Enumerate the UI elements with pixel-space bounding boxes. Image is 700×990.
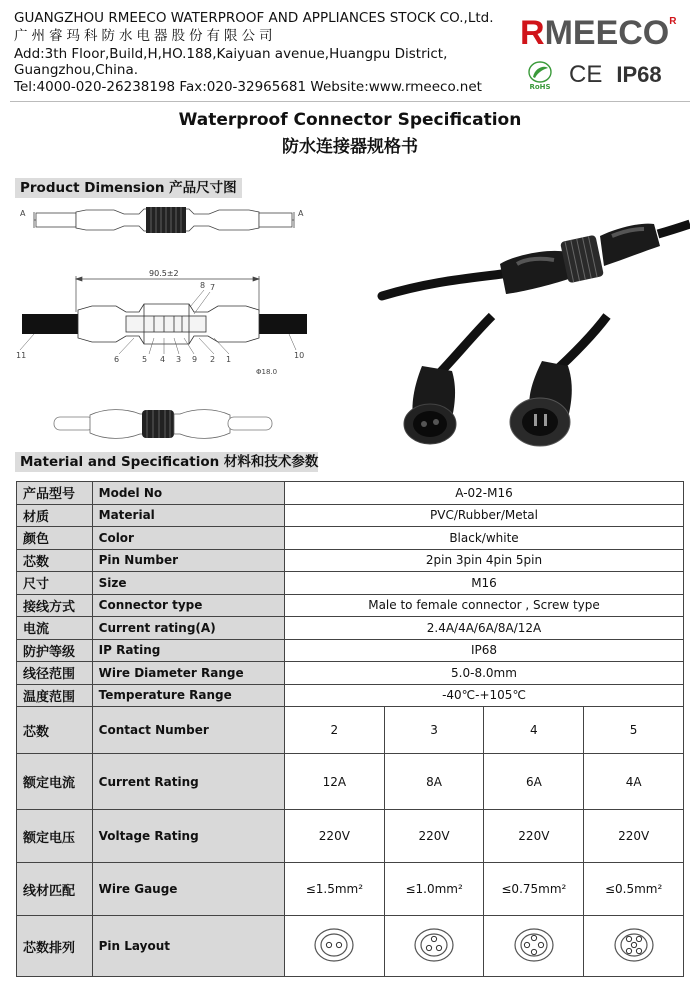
spec-value: A-02-M16 <box>285 482 684 505</box>
company-address-1: Add:3th Floor,Build,H,HO.188,Kaiyuan avenue,Huangpu District, <box>14 46 448 62</box>
spec-value: Black/white <box>285 527 684 550</box>
detail-value: 4A <box>584 754 684 810</box>
product-photo <box>372 186 690 450</box>
detail-row <box>17 707 684 754</box>
spec-value: 5.0-8.0mm <box>285 662 684 685</box>
callout-3: 3 <box>176 355 182 364</box>
dimension-drawing-3d <box>50 402 280 446</box>
ip68-mark: IP68 <box>616 62 662 87</box>
callout-4: 4 <box>160 355 166 364</box>
detail-value: ≤0.5mm² <box>584 863 684 916</box>
rohs-label: RoHS <box>529 83 551 91</box>
detail-value: 8A <box>384 754 484 810</box>
pin-layout-2-icon <box>312 927 356 963</box>
detail-label-en: Wire Gauge <box>92 863 284 916</box>
header-divider <box>10 101 690 102</box>
spec-label-cn: 材质 <box>17 504 93 527</box>
pin-layout-4-icon <box>512 927 556 963</box>
company-name-en: GUANGZHOU RMEECO WATERPROOF AND APPLIANCES STOCK CO.,Ltd. <box>14 10 494 26</box>
detail-value: ≤0.75mm² <box>484 863 584 916</box>
dimension-drawing-top <box>14 200 314 240</box>
spec-label-en: Pin Number <box>92 549 284 572</box>
logo-registered-mark: R <box>669 16 677 27</box>
section-product-dimension: Product Dimension 产品尺寸图 <box>15 178 242 198</box>
spec-label-en: Current rating(A) <box>92 617 284 640</box>
detail-value: 6A <box>484 754 584 810</box>
callout-2: 2 <box>210 355 216 364</box>
detail-label-cn: 芯数排列 <box>17 916 93 977</box>
spec-row <box>17 662 684 685</box>
spec-value: -40℃-+105℃ <box>285 684 684 707</box>
callout-10: 10 <box>294 351 305 360</box>
section-material-spec: Material and Specification 材料和技术参数 <box>15 452 318 472</box>
callout-5: 5 <box>142 355 148 364</box>
company-contact: Tel:4000-020-26238198 Fax:020-32965681 Website:www.rmeeco.net <box>14 79 482 95</box>
detail-row <box>17 754 684 810</box>
spec-row <box>17 527 684 550</box>
detail-value: 220V <box>285 810 385 863</box>
spec-value: PVC/Rubber/Metal <box>285 504 684 527</box>
detail-value: 220V <box>484 810 584 863</box>
spec-row <box>17 617 684 640</box>
logo-rest: MEECO <box>544 14 670 52</box>
detail-value: 2 <box>285 707 385 754</box>
spec-row <box>17 572 684 595</box>
callout-6: 6 <box>114 355 120 364</box>
detail-value: 12A <box>285 754 385 810</box>
rmeeco-logo <box>520 14 676 53</box>
spec-row <box>17 639 684 662</box>
spec-value: 2.4A/4A/6A/8A/12A <box>285 617 684 640</box>
detail-label-cn: 额定电压 <box>17 810 93 863</box>
callout-1: 1 <box>226 355 232 364</box>
detail-row <box>17 810 684 863</box>
length-dimension: 90.5±2 <box>149 269 179 278</box>
callout-8: 8 <box>200 281 206 290</box>
detail-value: 5 <box>584 707 684 754</box>
spec-value: IP68 <box>285 639 684 662</box>
detail-row <box>17 916 684 977</box>
certifications <box>525 58 662 92</box>
spec-label-en: IP Rating <box>92 639 284 662</box>
spec-label-en: Connector type <box>92 594 284 617</box>
spec-label-en: Wire Diameter Range <box>92 662 284 685</box>
spec-label-cn: 温度范围 <box>17 684 93 707</box>
spec-label-cn: 颜色 <box>17 527 93 550</box>
detail-label-cn: 线材匹配 <box>17 863 93 916</box>
spec-row <box>17 504 684 527</box>
spec-value: M16 <box>285 572 684 595</box>
spec-label-cn: 电流 <box>17 617 93 640</box>
detail-label-en: Contact Number <box>92 707 284 754</box>
spec-row <box>17 594 684 617</box>
spec-label-cn: 线径范围 <box>17 662 93 685</box>
spec-label-cn: 尺寸 <box>17 572 93 595</box>
logo-first-letter: R <box>520 14 545 52</box>
title-en: Waterproof Connector Specification <box>178 110 522 130</box>
detail-value: ≤1.5mm² <box>285 863 385 916</box>
spec-label-cn: 接线方式 <box>17 594 93 617</box>
ce-mark: CE <box>569 61 603 88</box>
section-mark-left: A <box>20 209 26 218</box>
diameter-dimension: Φ18.0 <box>256 368 278 376</box>
spec-value: Male to female connector , Screw type <box>285 594 684 617</box>
callout-7: 7 <box>210 283 216 292</box>
detail-label-en: Voltage Rating <box>92 810 284 863</box>
title-cn: 防水连接器规格书 <box>282 137 418 157</box>
spec-table <box>16 481 684 977</box>
dimension-drawing-section <box>14 262 314 382</box>
detail-row <box>17 863 684 916</box>
spec-label-en: Temperature Range <box>92 684 284 707</box>
spec-label-en: Model No <box>92 482 284 505</box>
company-name-cn: 广州睿玛科防水电器股份有限公司 <box>14 28 277 44</box>
rohs-badge <box>525 59 555 91</box>
spec-label-en: Color <box>92 527 284 550</box>
detail-label-cn: 芯数 <box>17 707 93 754</box>
spec-row <box>17 684 684 707</box>
detail-value: 220V <box>584 810 684 863</box>
detail-value: ≤1.0mm² <box>384 863 484 916</box>
callout-9: 9 <box>192 355 198 364</box>
spec-label-cn: 芯数 <box>17 549 93 572</box>
spec-label-cn: 防护等级 <box>17 639 93 662</box>
pin-layout-3-icon <box>412 927 456 963</box>
spec-label-cn: 产品型号 <box>17 482 93 505</box>
company-address-2: Guangzhou,China. <box>14 62 139 78</box>
callout-11: 11 <box>16 351 27 360</box>
detail-value: 220V <box>384 810 484 863</box>
spec-row <box>17 482 684 505</box>
spec-value: 2pin 3pin 4pin 5pin <box>285 549 684 572</box>
spec-label-en: Size <box>92 572 284 595</box>
detail-value: 4 <box>484 707 584 754</box>
spec-label-en: Material <box>92 504 284 527</box>
spec-row <box>17 549 684 572</box>
detail-label-cn: 额定电流 <box>17 754 93 810</box>
pin-layout-5-icon <box>612 927 656 963</box>
section-mark-right: A <box>298 209 304 218</box>
detail-label-en: Current Rating <box>92 754 284 810</box>
detail-label-en: Pin Layout <box>92 916 284 977</box>
detail-value: 3 <box>384 707 484 754</box>
